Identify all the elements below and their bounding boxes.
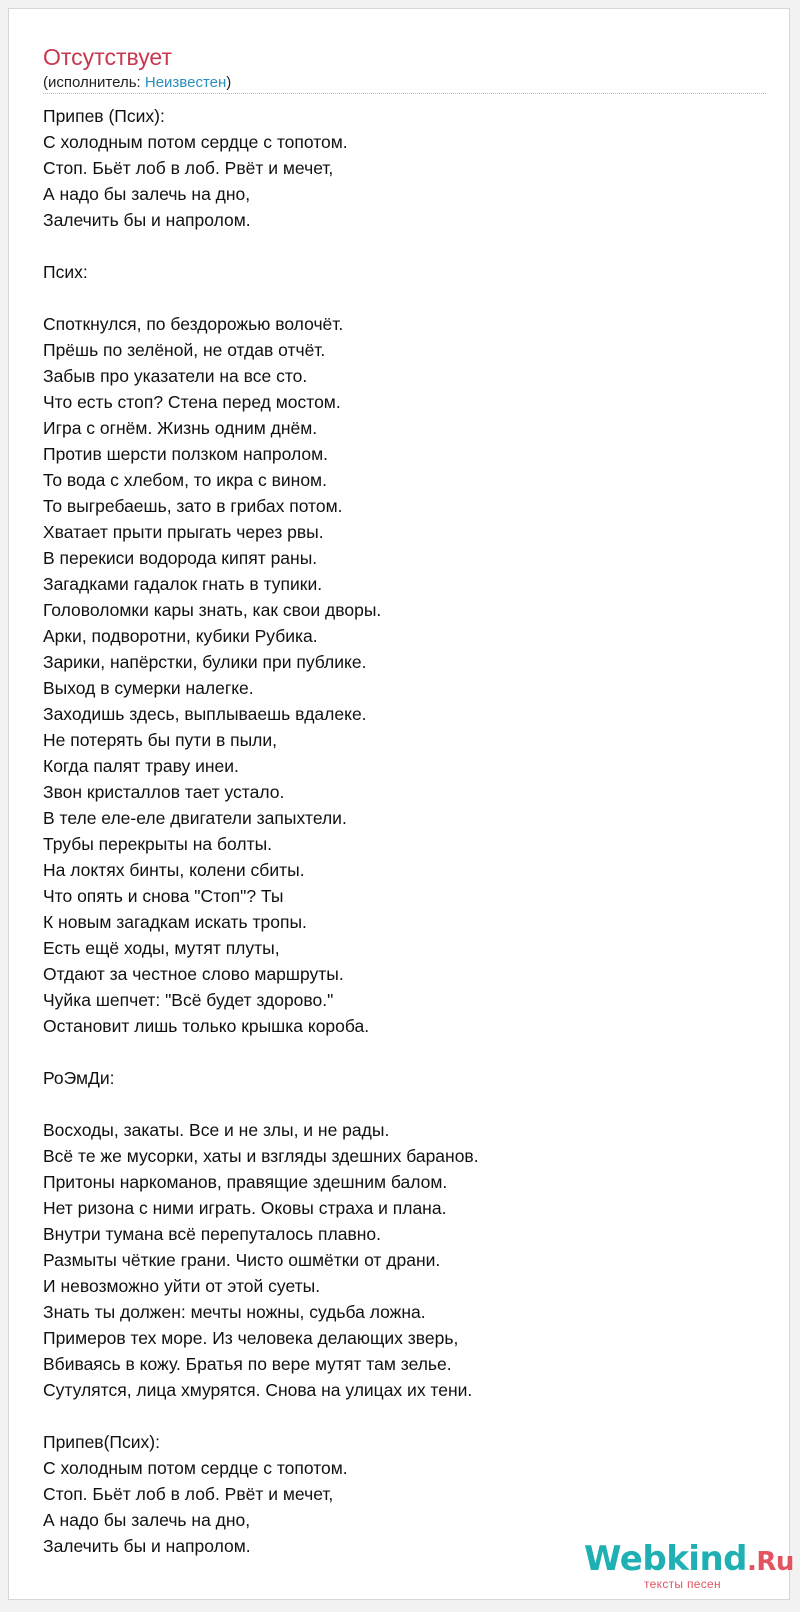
lyrics-line: Нет ризона с ними играть. Оковы страха и плана.	[43, 1198, 447, 1218]
content-card	[8, 8, 794, 1600]
lyrics-line: Хватает прыти прыгать через рвы.	[43, 522, 324, 542]
artist-link[interactable]: Неизвестен	[144, 74, 227, 91]
lyrics-line: Прёшь по зелёной, не отдав отчёт.	[43, 340, 326, 360]
lyrics-line: Чуйка шепчет: "Всё будет здорово."	[43, 990, 334, 1010]
lyrics-line: Головоломки кары знать, как свои дворы.	[43, 600, 382, 620]
lyrics-line: Не потерять бы пути в пыли,	[43, 730, 278, 750]
lyrics-line: Припев(Псих):	[43, 1432, 160, 1452]
lyrics-line: Восходы, закаты. Все и не злы, и не рады.	[43, 1120, 390, 1140]
lyrics-line: А надо бы залечь на дно,	[43, 184, 251, 204]
lyrics-line: Заходишь здесь, выплываешь вдалеке.	[43, 704, 367, 724]
lyrics-line: То вода с хлебом, то икра с вином.	[43, 470, 327, 490]
lyrics-line: Что есть стоп? Стена перед мостом.	[43, 392, 341, 412]
lyrics-line: С холодным потом сердце с топотом.	[43, 132, 348, 152]
lyrics-line: На локтях бинты, колени сбиты.	[43, 860, 305, 880]
logo-main-text: Webkind	[584, 1539, 747, 1579]
lyrics-line: К новым загадкам искать тропы.	[43, 912, 307, 932]
lyrics-line: РоЭмДи:	[43, 1068, 115, 1088]
lyrics-line: Выход в сумерки налегке.	[43, 678, 254, 698]
song-title: Отсутствует	[43, 44, 172, 70]
lyrics-line: Знать ты должен: мечты ножны, судьба ложна.	[43, 1302, 426, 1322]
title-divider	[43, 93, 766, 94]
lyrics-line: Зарики, напёрстки, булики при публике.	[43, 652, 367, 672]
lyrics-line: С холодным потом сердце с топотом.	[43, 1458, 348, 1478]
lyrics-line: Что опять и снова "Стоп"? Ты	[43, 886, 284, 906]
lyrics-line: Стоп. Бьёт лоб в лоб. Рвёт и мечет,	[43, 158, 334, 178]
lyrics-line: Против шерсти ползком напролом.	[43, 444, 329, 464]
lyrics-line	[43, 285, 783, 311]
lyrics-line: Залечить бы и напролом.	[43, 1536, 251, 1556]
lyrics-line: Всё те же мусорки, хаты и взгляды здешних баранов.	[43, 1146, 479, 1166]
artist-suffix: )	[226, 74, 232, 91]
lyrics-line: Примеров тех море. Из человека делающих зверь,	[43, 1328, 459, 1348]
lyrics-line: Припев (Псих):	[43, 106, 165, 126]
logo-tagline: тексты песен	[644, 1577, 721, 1591]
lyrics-line: Вбиваясь в кожу. Братья по вере мутят там зелье.	[43, 1354, 452, 1374]
lyrics-line: Размыты чёткие грани. Чисто ошмётки от драни.	[43, 1250, 441, 1270]
lyrics-line: Игра с огнём. Жизнь одним днём.	[43, 418, 318, 438]
lyrics-line: А надо бы залечь на дно,	[43, 1510, 251, 1530]
lyrics-line: Арки, подворотни, кубики Рубика.	[43, 626, 318, 646]
lyrics-line: Отдают за честное слово маршруты.	[43, 964, 344, 984]
lyrics-line: Споткнулся, по бездорожью волочёт.	[43, 314, 344, 334]
lyrics-line: Сутулятся, лица хмурятся. Снова на улицах их тени.	[43, 1380, 473, 1400]
lyrics-line: Есть ещё ходы, мутят плуты,	[43, 938, 280, 958]
lyrics-line: Трубы перекрыты на болты.	[43, 834, 273, 854]
logo-suffix: .Ru	[747, 1547, 794, 1577]
artist-prefix: (исполнитель:	[43, 74, 145, 91]
logo-wordmark	[584, 1539, 794, 1582]
lyrics-line: Стоп. Бьёт лоб в лоб. Рвёт и мечет,	[43, 1484, 334, 1504]
lyrics-line: Загадками гадалок гнать в тупики.	[43, 574, 323, 594]
lyrics-line	[43, 1091, 783, 1117]
lyrics-line: В перекиси водорода кипят раны.	[43, 548, 318, 568]
lyrics-line: То выгребаешь, зато в грибах потом.	[43, 496, 343, 516]
lyrics-line: Когда палят траву инеи.	[43, 756, 239, 776]
lyrics-line	[43, 233, 783, 259]
lyrics-line: Забыв про указатели на все сто.	[43, 366, 308, 386]
lyrics-line: Звон кристаллов тает устало.	[43, 782, 285, 802]
lyrics-line: Псих:	[43, 262, 88, 282]
webkind-logo[interactable]	[584, 1539, 794, 1599]
lyrics-line: И невозможно уйти от этой суеты.	[43, 1276, 321, 1296]
lyrics-line: Притоны наркоманов, правящие здешним балом.	[43, 1172, 448, 1192]
artist-line	[43, 73, 231, 93]
lyrics-line: В теле еле-еле двигатели запыхтели.	[43, 808, 347, 828]
lyrics-line: Внутри тумана всё перепуталось плавно.	[43, 1224, 382, 1244]
lyrics-block	[43, 103, 783, 1559]
lyrics-line: Остановит лишь только крышка короба.	[43, 1016, 370, 1036]
lyrics-line	[43, 1403, 783, 1429]
lyrics-line: Залечить бы и напролом.	[43, 210, 251, 230]
lyrics-line	[43, 1039, 783, 1065]
